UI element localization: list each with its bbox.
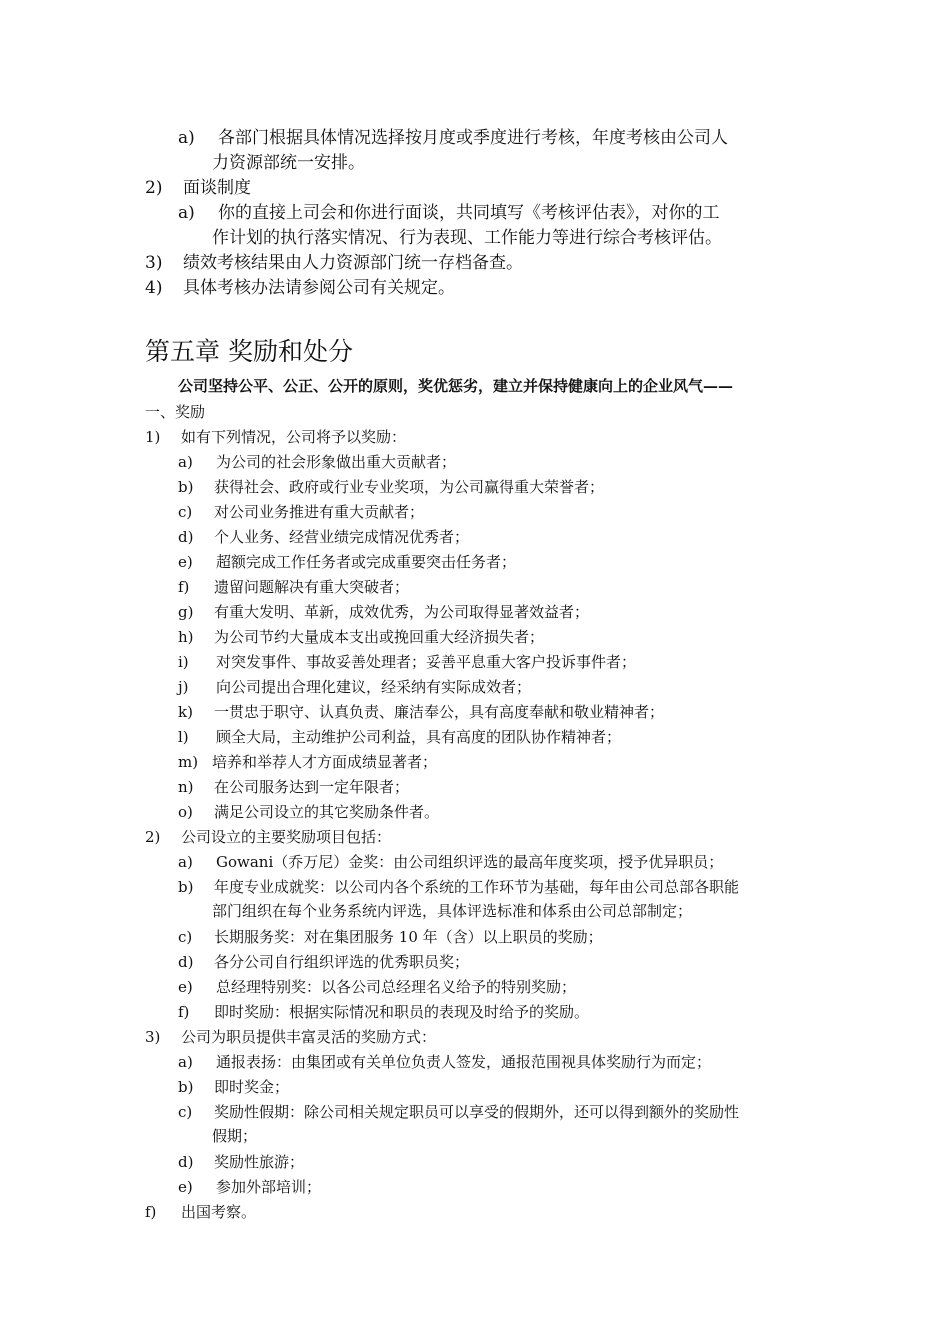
item-text: 各分公司自行组织评选的优秀职员奖； [214,953,470,971]
item-number: e) [178,553,193,571]
item-text: 在公司服务达到一定年限者； [214,778,410,796]
item-text: 培养和举荐人才方面成绩显著者； [212,753,438,771]
item-text: 为公司节约大量成本支出或挽回重大经济损失者； [214,628,545,646]
item-text: 如有下列情况，公司将予以奖励： [181,428,407,446]
item-text: 总经理特别奖：以各公司总经理名义给予的特别奖励； [216,978,577,996]
item-text: 顾全大局，主动维护公司利益，具有高度的团队协作精神者； [216,728,622,746]
item-text: 对突发事件、事故妥善处理者；妥善平息重大客户投诉事件者； [216,653,637,671]
item-text: 个人业务、经营业绩完成情况优秀者； [214,528,470,546]
item-number: 4) [145,278,163,298]
item-number: m) [178,753,199,771]
item-text: 公司为职员提供丰富灵活的奖励方式： [181,1028,437,1046]
item-text: 具体考核办法请参阅公司有关规定。 [183,278,455,298]
item-number: c) [178,1103,193,1121]
item-number: b) [178,1078,194,1096]
item-text: 一贯忠于职守、认真负责、廉洁奉公，具有高度奉献和敬业精神者； [214,703,665,721]
item-text: 获得社会、政府或行业专业奖项，为公司赢得重大荣誉者； [214,478,605,496]
item-text: 出国考察。 [181,1203,257,1221]
item-number: c) [178,503,193,521]
item-number: e) [178,1178,193,1196]
item-text: 公司设立的主要奖励项目包括： [181,828,392,846]
item-text: 即时奖励：根据实际情况和职员的表现及时给予的奖励。 [214,1003,590,1021]
item-number: 3) [145,1028,161,1046]
item-text: 你的直接上司会和你进行面谈，共同填写《考核评估表》，对你的工 [218,203,720,223]
item-text: 参加外部培训； [216,1178,322,1196]
item-text: 即时奖金； [214,1078,290,1096]
item-text: 有重大发明、革新，成效优秀，为公司取得显著效益者； [214,603,590,621]
item-text: 通报表扬：由集团或有关单位负责人签发，通报范围视具体奖励行为而定； [216,1053,712,1071]
item-text: 奖励性假期：除公司相关规定职员可以享受的假期外，还可以得到额外的奖励性 [214,1103,740,1121]
item-number: d) [178,528,194,546]
item-number: 2) [145,178,163,198]
item-continuation: 部门组织在每个业务系统内评选，具体评选标准和体系由公司总部制定； [212,902,693,920]
item-text: 奖励性旅游； [214,1153,305,1171]
item-number: a) [178,453,193,471]
chapter-intro: 公司坚持公平、公正、公开的原则，奖优惩劣，建立并保持健康向上的企业风气—— [178,377,734,395]
item-text: 满足公司设立的其它奖励条件者。 [214,803,440,821]
item-number: l) [178,728,189,746]
item-text: 遗留问题解决有重大突破者； [214,578,410,596]
item-text: 各部门根据具体情况选择按月度或季度进行考核，年度考核由公司人 [218,128,728,148]
item-number: b) [178,478,194,496]
item-number: k) [178,703,193,721]
item-text: 面谈制度 [183,178,251,198]
item-number: 1) [145,428,161,446]
chapter-title: 第五章 奖励和处分 [145,337,353,366]
item-number: c) [178,928,193,946]
item-text: 长期服务奖：对在集团服务 10 年（含）以上职员的奖励； [214,928,603,946]
item-number: i) [178,653,189,671]
item-number: h) [178,628,194,646]
item-text: 为公司的社会形象做出重大贡献者； [216,453,457,471]
item-number: f) [145,1203,157,1221]
item-number: a) [178,128,195,148]
item-text: 绩效考核结果由人力资源部门统一存档备查。 [183,253,523,273]
item-number: a) [178,203,195,223]
item-text: Gowani（乔万尼）金奖：由公司组织评选的最高年度奖项，授予优异职员； [216,853,724,871]
item-number: o) [178,803,193,821]
item-number: a) [178,853,193,871]
item-continuation: 作计划的执行落实情况、行为表现、工作能力等进行综合考核评估。 [212,228,722,248]
item-number: f) [178,578,190,596]
item-number: n) [178,778,194,796]
item-number: b) [178,878,194,896]
item-continuation: 力资源部统一安排。 [212,153,365,173]
item-number: g) [178,603,194,621]
item-text: 年度专业成就奖：以公司内各个系统的工作环节为基础，每年由公司总部各职能 [214,878,740,896]
item-number: a) [178,1053,193,1071]
item-number: d) [178,1153,194,1171]
item-number: f) [178,1003,190,1021]
item-continuation: 假期； [212,1127,258,1145]
item-number: 3) [145,253,163,273]
item-number: e) [178,978,193,996]
item-text: 超额完成工作任务者或完成重要突击任务者； [216,553,517,571]
item-number: d) [178,953,194,971]
item-number: j) [178,678,189,696]
item-text: 向公司提出合理化建议，经采纳有实际成效者； [216,678,532,696]
item-number: 2) [145,828,161,846]
item-text: 对公司业务推进有重大贡献者； [214,503,425,521]
section-heading: 一、奖励 [145,403,206,421]
